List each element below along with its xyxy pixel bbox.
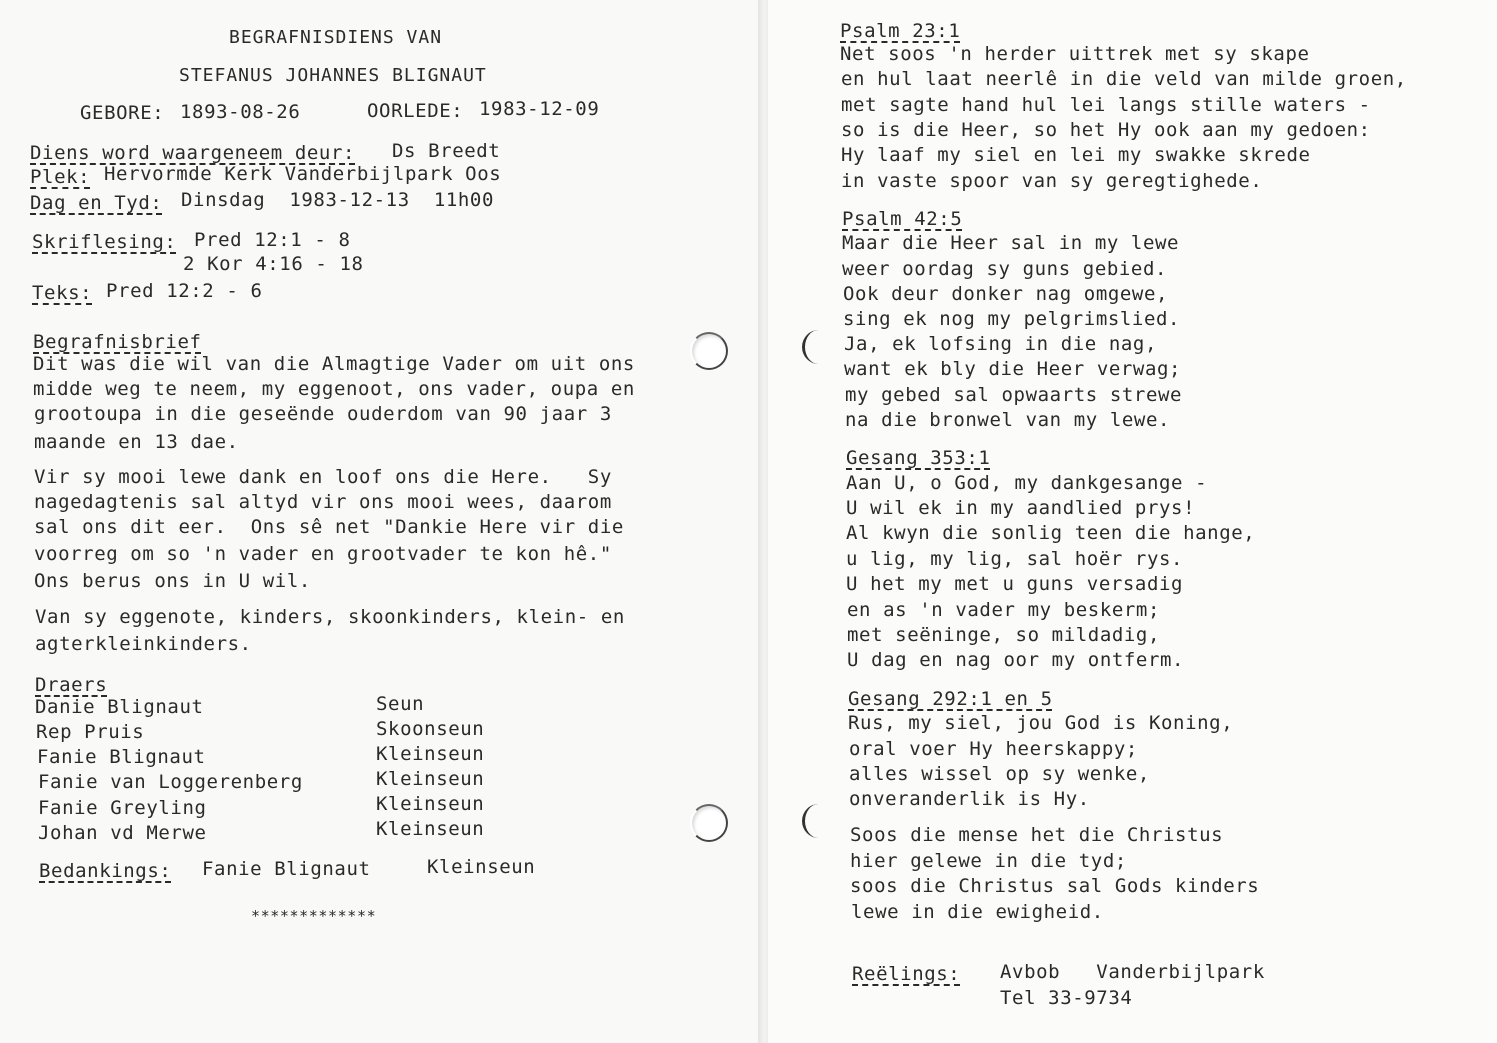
para2-line-1: Vir sy mooi lewe dank en loof ons die Here. Sy: [34, 466, 612, 488]
bearers-title: Draers: [35, 674, 108, 696]
letter-title: Begrafnisbrief: [33, 331, 202, 353]
hymn-line: Hy laaf my siel en lei my swakke skrede: [841, 144, 1311, 166]
hymn-line: en as 'n vader my beskerm;: [847, 599, 1161, 621]
born-label: GEBORE:: [80, 102, 165, 124]
text-value: Pred 12:2 - 6: [106, 280, 263, 302]
verse5-line: soos die Christus sal Gods kinders: [850, 875, 1260, 897]
para2-line-4: voorreg om so 'n vader en grootvader te kon hê.": [34, 543, 612, 565]
born-date: 1893-08-26: [180, 101, 301, 123]
bearer-relation: Seun: [376, 693, 425, 715]
hymn-line: want ek bly die Heer verwag;: [844, 358, 1182, 380]
bearer-name: Fanie van Loggerenberg: [38, 771, 303, 793]
letter-line-2: midde weg te neem, my eggenoot, ons vader, oupa en: [33, 378, 635, 400]
service-value: Ds Breedt: [392, 140, 501, 162]
hymn-line: sing ek nog my pelgrimslied.: [843, 308, 1181, 330]
title-line-2: STEFANUS JOHANNES BLIGNAUT: [179, 65, 487, 86]
hymn-title: Psalm 42:5: [842, 208, 963, 230]
hymn-line: U dag en nag oor my ontferm.: [847, 649, 1185, 671]
reading-1: Pred 12:1 - 8: [194, 229, 351, 251]
letter-line-3: grootoupa in die geseënde ouderdom van 90 jaar 3: [34, 403, 612, 425]
datetime-value: Dinsdag 1983-12-13 11h00: [181, 189, 495, 211]
hymn-line: Rus, my siel, jou God is Koning,: [848, 712, 1234, 734]
hymn-line: met sagte hand hul lei langs stille waters -: [841, 94, 1371, 116]
bearer-name: Johan vd Merwe: [38, 822, 207, 844]
punch-hole-top-right: [802, 330, 835, 364]
hymn-line: Ja, ek lofsing in die nag,: [844, 333, 1158, 355]
thanks-name: Fanie Blignaut: [202, 858, 371, 880]
hymn-line: U het my met u guns versadig: [846, 573, 1184, 595]
hymn-line: oral voer Hy heerskappy;: [849, 738, 1138, 760]
bearer-relation: Kleinseun: [376, 768, 485, 790]
para2-line-3: sal ons dit eer. Ons sê net "Dankie Here vir die: [34, 516, 624, 538]
text-label: Teks:: [32, 282, 93, 304]
bearer-relation: Kleinseun: [376, 818, 485, 840]
hymn-title: Gesang 353:1: [846, 447, 991, 469]
hymn-line: my gebed sal opwaarts strewe: [845, 384, 1183, 406]
right-page: [768, 0, 1497, 1043]
para3-line-1: Van sy eggenote, kinders, skoonkinders, klein- en: [35, 606, 625, 628]
hymn-line: Ook deur donker nag omgewe,: [843, 283, 1169, 305]
service-label: Diens word waargeneem deur:: [30, 142, 356, 164]
para2-line-2: nagedagtenis sal altyd vir ons mooi wees, daarom: [34, 491, 612, 513]
hymn-line: so is die Heer, so het Hy ook aan my gedoen:: [841, 119, 1371, 141]
hymn-line: u lig, my lig, sal hoër rys.: [846, 548, 1184, 570]
hymn-title: Gesang 292:1 en 5: [848, 688, 1053, 710]
para2-line-5: Ons berus ons in U wil.: [34, 570, 311, 592]
died-label: OORLEDE:: [367, 100, 464, 122]
reading-2: 2 Kor 4:16 - 18: [183, 253, 364, 275]
place-label: Plek:: [30, 166, 91, 188]
verse5-line: hier gelewe in die tyd;: [850, 850, 1127, 872]
punch-hole-top: [690, 332, 728, 370]
hymn-line: en hul laat neerlê in die veld van milde groen,: [841, 68, 1407, 90]
letter-line-4: maande en 13 dae.: [34, 431, 239, 453]
hymn-line: in vaste spoor van sy geregtighede.: [841, 170, 1263, 192]
punch-hole-bottom-right: [802, 804, 835, 838]
punch-hole-bottom: [690, 804, 728, 842]
hymn-line: met seëninge, so mildadig,: [847, 624, 1161, 646]
bearer-relation: Kleinseun: [376, 743, 485, 765]
hymn-line: Al kwyn die sonlig teen die hange,: [846, 522, 1256, 544]
hymn-line: Aan U, o God, my dankgesange -: [846, 472, 1208, 494]
place-value: Hervormde Kerk Vanderbijlpark Oos: [104, 163, 502, 185]
letter-line-1: Dit was die wil van die Almagtige Vader om uit ons: [33, 353, 635, 375]
hymn-line: Net soos 'n herder uittrek met sy skape: [840, 43, 1310, 65]
arrangements-label: Reëlings:: [852, 963, 961, 985]
arrangements-company: Avbob Vanderbijlpark: [1000, 961, 1265, 983]
bearer-name: Rep Pruis: [36, 721, 145, 743]
hymn-line: weer oordag sy guns gebied.: [842, 258, 1168, 280]
arrangements-phone: Tel 33-9734: [1000, 987, 1133, 1009]
bearer-name: Danie Blignaut: [35, 696, 204, 718]
reading-label: Skriflesing:: [32, 231, 177, 253]
bearer-name: Fanie Blignaut: [37, 746, 206, 768]
hymn-line: onveranderlik is Hy.: [849, 788, 1090, 810]
thanks-relation: Kleinseun: [427, 856, 536, 878]
stars-divider: *************: [251, 907, 377, 925]
verse5-line: Soos die mense het die Christus: [850, 824, 1224, 846]
hymn-line: alles wissel op sy wenke,: [849, 763, 1150, 785]
hymn-title: Psalm 23:1: [840, 20, 961, 42]
bearer-relation: Kleinseun: [376, 793, 485, 815]
para3-line-2: agterkleinkinders.: [35, 633, 252, 655]
hymn-line: U wil ek in my aandlied prys!: [846, 497, 1196, 519]
died-date: 1983-12-09: [479, 98, 600, 120]
bearer-name: Fanie Greyling: [38, 797, 207, 819]
verse5-line: lewe in die ewigheid.: [851, 901, 1104, 923]
datetime-label: Dag en Tyd:: [30, 192, 163, 214]
hymn-line: na die bronwel van my lewe.: [845, 409, 1171, 431]
thanks-label: Bedankings:: [39, 860, 172, 882]
bearer-relation: Skoonseun: [376, 718, 485, 740]
hymn-line: Maar die Heer sal in my lewe: [842, 232, 1180, 254]
title-line-1: BEGRAFNISDIENS VAN: [229, 27, 443, 48]
